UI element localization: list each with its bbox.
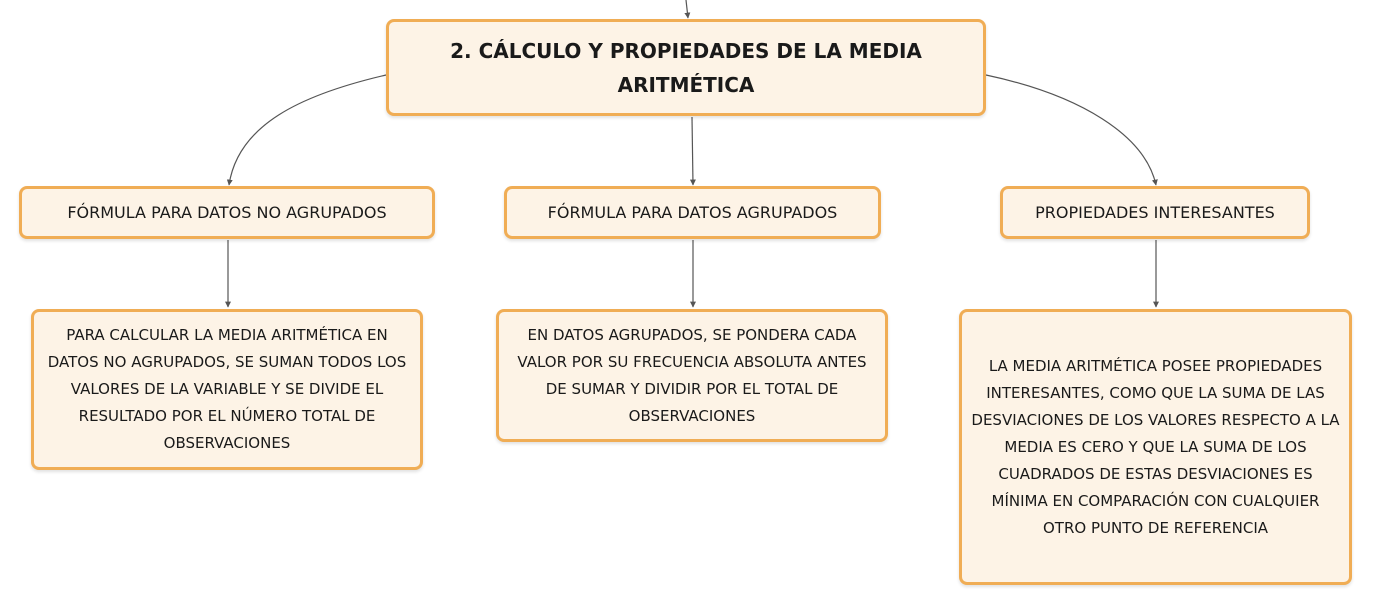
branch-topic-ungrouped-formula[interactable]: [19, 186, 435, 239]
connector-root-incoming: [686, 0, 688, 18]
root-topic[interactable]: [386, 19, 986, 116]
branch-topic-grouped-formula[interactable]: [504, 186, 881, 239]
connector-root-to-branch-1: [229, 75, 386, 185]
root-topic-title: 2. CÁLCULO Y PROPIEDADES DE LA MEDIA ARITMÉTICA: [450, 38, 922, 97]
branch-topic-label: FÓRMULA PARA DATOS NO AGRUPADOS: [67, 202, 387, 222]
detail-topic-grouped-formula[interactable]: [496, 309, 888, 442]
connector-root-to-branch-3: [986, 75, 1156, 185]
detail-topic-ungrouped-formula[interactable]: [31, 309, 423, 470]
detail-topic-properties[interactable]: [959, 309, 1352, 585]
branch-topic-label: FÓRMULA PARA DATOS AGRUPADOS: [547, 202, 838, 222]
detail-topic-text: EN DATOS AGRUPADOS, SE PONDERA CADA VALOR POR SU FRECUENCIA ABSOLUTA ANTES DE SUMAR Y DIVIDIR POR EL TOTAL DE OBSERVACIONES: [517, 325, 867, 425]
branch-topic-properties[interactable]: [1000, 186, 1310, 239]
detail-topic-text: LA MEDIA ARITMÉTICA POSEE PROPIEDADES INTERESANTES, COMO QUE LA SUMA DE LAS DESVIACIONES DE LOS VALORES RESPECTO A LA MEDIA ES CERO Y QUE LA SUMA DE LOS CUADRADOS DE ESTAS DESVIACIONES ES MÍNIMA EN COMPARACIÓN CON CUALQUIER OTRO PUNTO DE REFERENCIA: [971, 356, 1340, 537]
branch-topic-label: PROPIEDADES INTERESANTES: [1035, 202, 1275, 222]
connector-root-to-branch-2: [692, 117, 693, 185]
detail-topic-text: PARA CALCULAR LA MEDIA ARITMÉTICA EN DATOS NO AGRUPADOS, SE SUMAN TODOS LOS VALORES DE LA VARIABLE Y SE DIVIDE EL RESULTADO POR EL NÚMERO TOTAL DE OBSERVACIONES: [47, 326, 407, 452]
